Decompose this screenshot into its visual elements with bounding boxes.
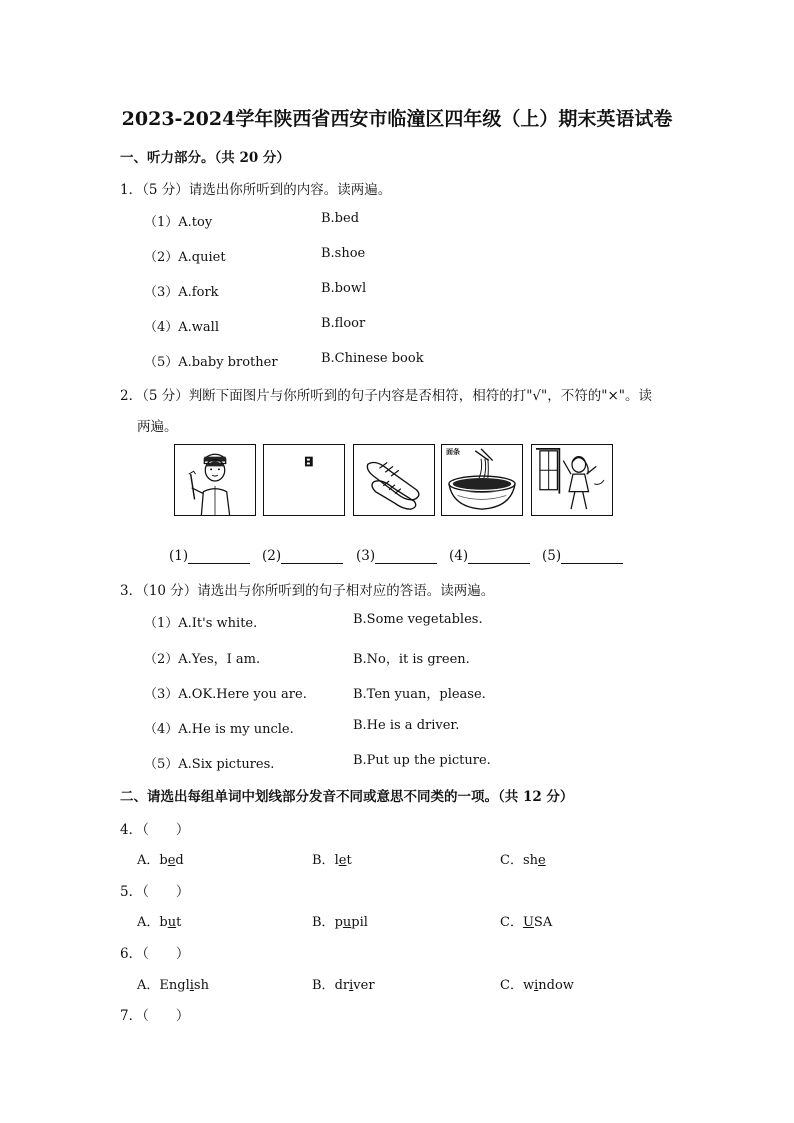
q4-option-a[interactable]: A．bed [137, 853, 184, 868]
q4-stem: 4．（ ） [120, 822, 190, 838]
q1-stem: 1．（5 分）请选出你所听到的内容。读两遍。 [120, 182, 392, 198]
q3-item-1-a: （1）A.It's white. [144, 616, 258, 631]
q3-item-3-a: （3）A.OK.Here you are. [144, 687, 307, 702]
q3-item-4-a: （4）A.He is my uncle. [144, 722, 294, 737]
q3-item-2-a: （2）A.Yes，I am. [144, 652, 261, 667]
q6-stem: 6．（ ） [120, 946, 190, 962]
q7-stem: 7．（ ） [120, 1008, 190, 1024]
q6-option-a[interactable]: A．English [137, 978, 209, 993]
q6-option-c[interactable]: C．window [500, 978, 574, 993]
picture-board [263, 444, 345, 516]
q2-stem-line1: 2．（5 分）判断下面图片与你所听到的句子内容是否相符，相符的打"√"，不符的"×"。读 [120, 388, 652, 404]
q1-item-5-a: （5）A.baby brother [144, 355, 278, 370]
q3-item-3-b: B.Ten yuan，please. [353, 687, 486, 702]
q2-blank-3[interactable]: (3) [356, 548, 437, 564]
picture-nurse [174, 444, 256, 516]
q5-option-c[interactable]: C．USA [500, 915, 553, 930]
q2-blank-4[interactable]: (4) [449, 548, 530, 564]
q1-item-2-a: （2）A.quiet [144, 250, 226, 265]
page-title: 2023-2024学年陕西省西安市临潼区四年级（上）期末英语试卷 [121, 108, 673, 130]
q1-item-5-b: B.Chinese book [321, 351, 424, 366]
q4-option-c[interactable]: C．she [500, 853, 546, 868]
section2-heading: 二、请选出每组单词中划线部分发音不同或意思不同类的一项。（共 12 分） [120, 789, 574, 805]
picture-girl-window [531, 444, 613, 516]
section1-heading: 一、听力部分。（共 20 分） [120, 150, 290, 166]
q1-item-1-a: （1）A.toy [144, 215, 213, 230]
q4-option-b[interactable]: B．let [312, 853, 352, 868]
q3-item-2-b: B.No，it is green. [353, 652, 470, 667]
q1-item-3-a: （3）A.fork [144, 285, 219, 300]
q2-blank-1[interactable]: (1) [169, 548, 250, 564]
q3-stem: 3．（10 分）请选出与你所听到的句子相对应的答语。读两遍。 [120, 583, 495, 599]
q1-item-2-b: B.shoe [321, 246, 366, 261]
q2-stem-line2: 两遍。 [137, 419, 178, 435]
q1-item-1-b: B.bed [321, 211, 360, 226]
q3-item-4-b: B.He is a driver. [353, 718, 460, 733]
board-illustration [264, 445, 344, 515]
q5-option-a[interactable]: A．but [137, 915, 182, 930]
q3-item-1-b: B.Some vegetables. [353, 612, 483, 627]
q2-blank-2[interactable]: (2) [262, 548, 343, 564]
q2-blank-5[interactable]: (5) [542, 548, 623, 564]
girl-window-illustration [532, 445, 612, 515]
q1-item-3-b: B.bowl [321, 281, 367, 296]
picture-shoes [353, 444, 435, 516]
noodle-label: 面条 [446, 448, 460, 456]
q1-item-4-a: （4）A.wall [144, 320, 219, 335]
q1-item-4-b: B.floor [321, 316, 366, 331]
q6-option-b[interactable]: B．driver [312, 978, 375, 993]
q5-option-b[interactable]: B．pupil [312, 915, 368, 930]
picture-noodles [441, 444, 523, 516]
q3-item-5-b: B.Put up the picture. [353, 753, 491, 768]
q5-stem: 5．（ ） [120, 884, 190, 900]
nurse-illustration [175, 445, 255, 515]
shoes-illustration [354, 445, 434, 515]
q3-item-5-a: （5）A.Six pictures. [144, 757, 275, 772]
